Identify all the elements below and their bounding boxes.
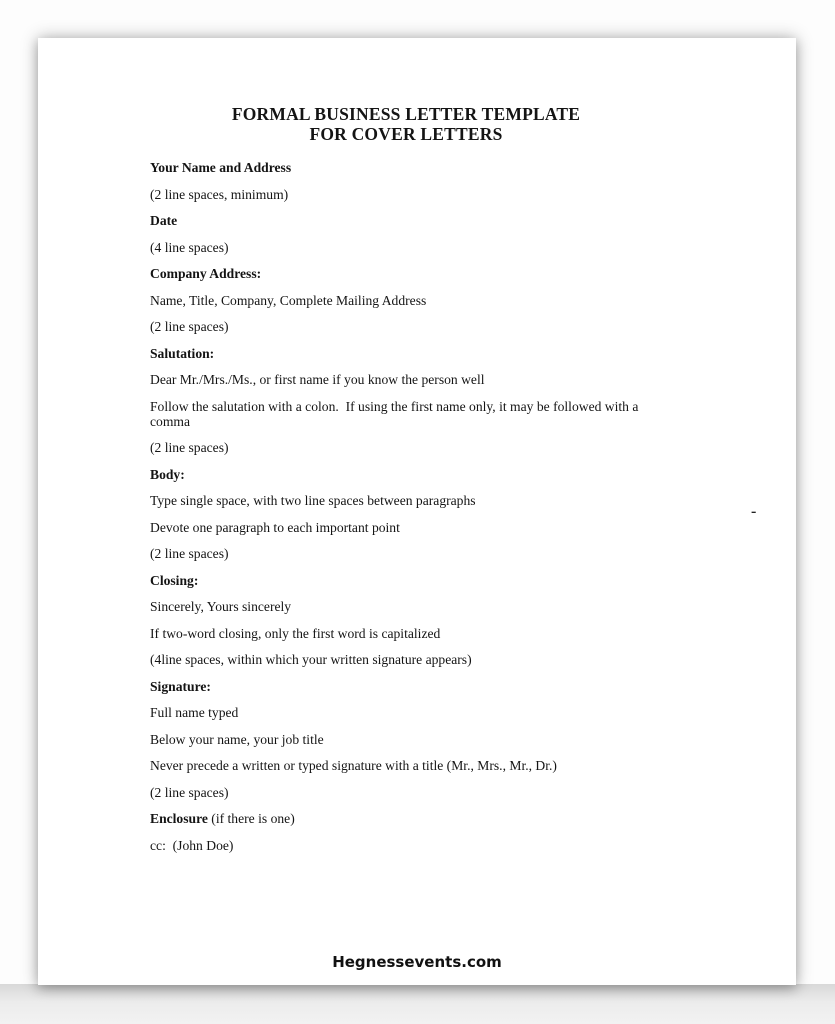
document-line xyxy=(150,599,662,614)
line-bold-text: Your Name and Address xyxy=(150,160,292,175)
line-text: Below your name, your job title xyxy=(150,731,324,747)
document-line xyxy=(150,319,662,334)
line-bold-text: Salutation: xyxy=(150,345,215,361)
document-line xyxy=(150,293,662,308)
document-line xyxy=(150,187,662,202)
line-text: Never precede a written or typed signature with a title (Mr., Mrs., Mr., Dr.) xyxy=(150,758,557,773)
line-text: Type single space, with two line spaces between paragraphs xyxy=(150,493,476,508)
line-text: cc: (John Doe) xyxy=(150,837,234,853)
line-bold-text: Closing: xyxy=(150,572,199,588)
line-text: Devote one paragraph to each important point xyxy=(150,519,400,535)
line-text: (2 line spaces, minimum) xyxy=(150,186,289,202)
section-heading xyxy=(150,679,662,694)
line-text: Name, Title, Company, Complete Mailing Address xyxy=(150,292,427,308)
line-text: (4line spaces, within which your written signature appears) xyxy=(150,652,472,667)
document-line xyxy=(150,372,662,387)
line-text: (2 line spaces) xyxy=(150,440,229,455)
document-line xyxy=(150,240,662,255)
document-line xyxy=(150,520,662,535)
document-title xyxy=(150,104,662,144)
line-text: (2 line spaces) xyxy=(150,319,229,334)
document-line xyxy=(150,705,662,720)
letter-lines xyxy=(150,160,662,853)
document-title-line2: FOR COVER LETTERS xyxy=(309,124,503,144)
document-line xyxy=(150,626,662,641)
line-text: (4 line spaces) xyxy=(150,239,229,255)
line-bold-text: Company Address: xyxy=(150,266,262,281)
section-heading xyxy=(150,346,662,361)
line-text: (2 line spaces) xyxy=(150,546,229,561)
document-line xyxy=(150,440,662,455)
stray-dash-mark: - xyxy=(751,503,757,520)
section-heading xyxy=(150,266,662,281)
section-heading xyxy=(150,213,662,228)
document-line xyxy=(150,652,662,667)
section-heading xyxy=(150,160,662,175)
document-line xyxy=(150,399,662,429)
line-text: Full name typed xyxy=(150,705,239,720)
document-title-line1: FORMAL BUSINESS LETTER TEMPLATE xyxy=(231,104,581,124)
page-sheet xyxy=(38,38,796,985)
line-text: If two-word closing, only the first word is capitalized xyxy=(150,625,441,641)
document-line xyxy=(150,838,662,853)
document-line xyxy=(150,811,662,826)
line-bold-text: Signature: xyxy=(150,678,211,694)
background-shade xyxy=(0,984,835,1024)
document-line xyxy=(150,546,662,561)
line-bold-text: Date xyxy=(150,213,178,228)
section-heading xyxy=(150,573,662,588)
document-content xyxy=(150,104,662,864)
line-text: Sincerely, Yours sincerely xyxy=(150,599,292,614)
line-text: Follow the salutation with a colon. If using the first name only, it may be followed with a comma xyxy=(150,398,642,429)
line-text: Dear Mr./Mrs./Ms., or first name if you know the person well xyxy=(150,372,485,387)
line-bold-text: Body: xyxy=(150,466,185,482)
document-line xyxy=(150,493,662,508)
footer-watermark: Hegnessevents.com xyxy=(332,953,502,971)
section-heading xyxy=(150,467,662,482)
line-text: (if there is one) xyxy=(207,811,295,826)
document-line xyxy=(150,758,662,773)
line-bold-text: Enclosure xyxy=(150,811,208,826)
document-line xyxy=(150,732,662,747)
document-line xyxy=(150,785,662,800)
line-text: (2 line spaces) xyxy=(150,784,229,800)
